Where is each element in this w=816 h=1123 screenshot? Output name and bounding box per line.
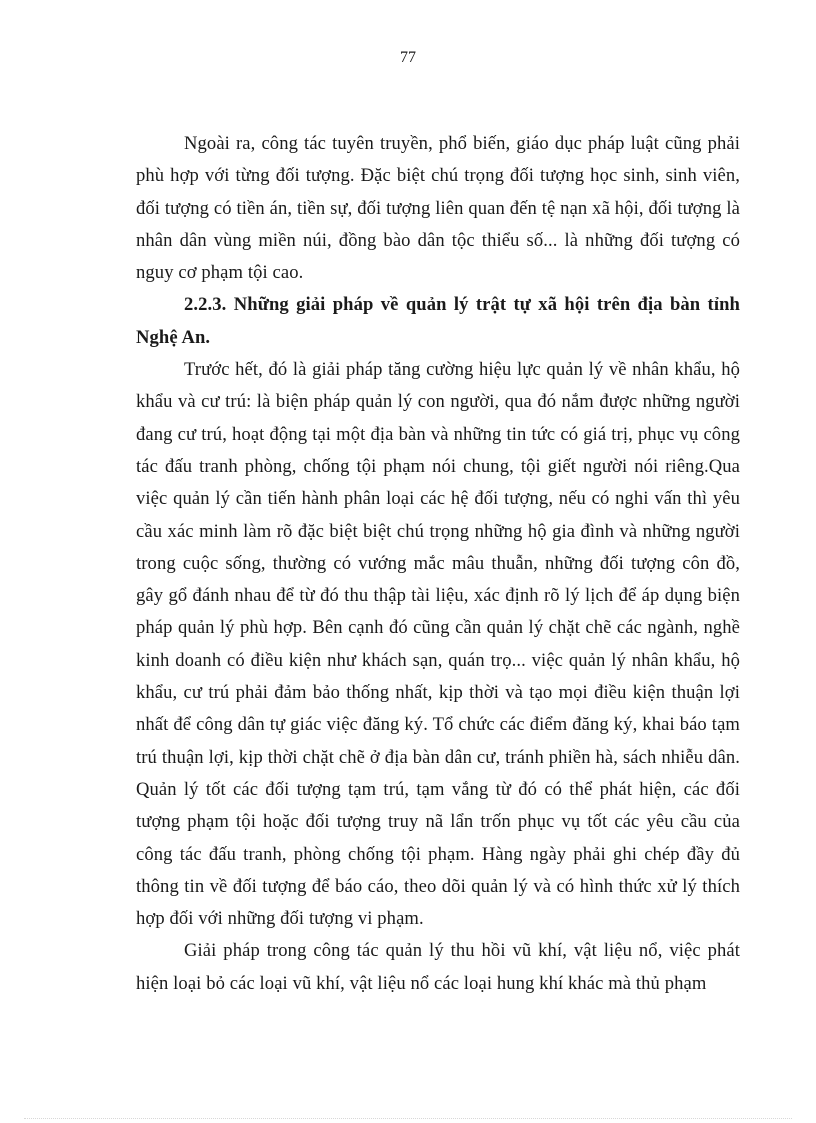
paragraph-residence-management: Trước hết, đó là giải pháp tăng cường hiệu lực quản lý về nhân khẩu, hộ khẩu và cư trú: là biện pháp quản lý con người, qua đó nắm được những người đang cư trú, hoạt động tại một địa bàn và những tin tức có giá trị, phục vụ công tác đấu tranh phòng, chống tội phạm nói chung, tội giết người nói riêng.Qua việc quản lý cần tiến hành phân loại các hệ đối tượng, nếu có nghi vấn thì yêu cầu xác minh làm rõ đặc biệt biệt chú trọng những hộ gia đình và những người trong cuộc sống, thường có vướng mắc mâu thuẫn, những đối tượng côn đồ, gây gổ đánh nhau để từ đó thu thập tài liệu, xác định rõ lý lịch để áp dụng biện pháp quản lý phù hợp. Bên cạnh đó cũng cần quản lý chặt chẽ các ngành, nghề kinh doanh có điều kiện như khách sạn, quán trọ... việc quản lý nhân khẩu, hộ khẩu, cư trú phải đảm bảo thống nhất, kịp thời và tạo mọi điều kiện thuận lợi nhất để công dân tự giác việc đăng ký. Tổ chức các điểm đăng ký, khai báo tạm trú thuận lợi, kịp thời chặt chẽ ở địa bàn dân cư, tránh phiền hà, sách nhiễu dân. Quản lý tốt các đối tượng tạm trú, tạm vắng từ đó có thể phát hiện, các đối tượng phạm tội hoặc đối tượng truy nã lẩn trốn phục vụ tốt các yêu cầu của công tác đấu tranh, phòng chống tội phạm. Hàng ngày phải ghi chép đầy đủ thông tin về đối tượng để báo cáo, theo dõi quản lý và có hình thức xử lý thích hợp đối với những đối tượng vi phạm.	[136, 359, 740, 930]
paragraph-weapons-management: Giải pháp trong công tác quản lý thu hồi vũ khí, vật liệu nổ, việc phát hiện loại bỏ các loại vũ khí, vật liệu nổ các loại hung khí khác mà thủ phạm	[136, 940, 740, 994]
page-bottom-rule	[24, 1118, 792, 1119]
section-heading-2-2-3: 2.2.3. Những giải pháp về quản lý trật tự xã hội trên địa bàn tỉnh Nghệ An.	[136, 294, 740, 348]
document-body	[136, 128, 740, 1000]
page-number: 77	[400, 49, 416, 66]
paragraph-education-targets: Ngoài ra, công tác tuyên truyền, phổ biến, giáo dục pháp luật cũng phải phù hợp với từng đối tượng. Đặc biệt chú trọng đối tượng học sinh, sinh viên, đối tượng có tiền án, tiền sự, đối tượng liên quan đến tệ nạn xã hội, đối tượng là nhân dân vùng miền núi, đồng bào dân tộc thiểu số... là những đối tượng có nguy cơ phạm tội cao.	[136, 133, 740, 284]
